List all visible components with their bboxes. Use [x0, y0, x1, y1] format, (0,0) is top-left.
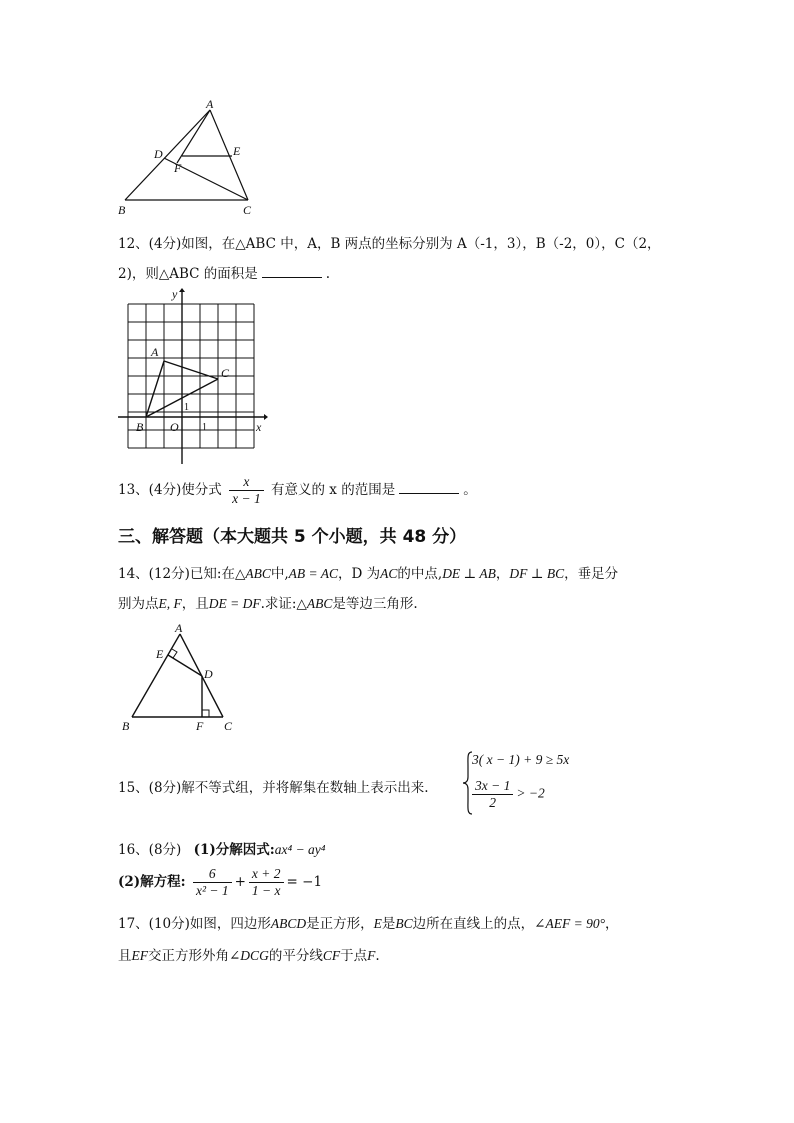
label-B: B	[136, 420, 144, 434]
question-17-line-1: 17、(10分)如图，四边形ABCD是正方形，E是BC边所在直线上的点，∠AEF = 90°，	[118, 916, 619, 932]
question-16-part-2: (2)解方程: $\frac{6}{\text{x² − 1}}$ + $\frac{x + 2}{1 - x}$ = −1	[118, 866, 323, 898]
question-13: 13、(4分)使分式 $\frac{x}{x - 1}$ 有意义的 x 的范围是 。	[118, 474, 477, 506]
section-3-heading: 三、解答题（本大题共 5 个小题，共 48 分）	[118, 527, 467, 547]
label-D: D	[204, 667, 213, 681]
question-12-line-1: 12、(4分)如图，在△ABC 中，A，B 两点的坐标分别为 A（-1，3），B（-2，0），C（2，	[118, 236, 661, 252]
question-12-line-2: 2)，则△ABC 的面积是 .	[118, 266, 331, 282]
inequality-1: 3( x − 1) + 9 ≥ 5x	[472, 752, 570, 767]
label-F: F	[196, 719, 204, 733]
tick-label-y-1: 1	[184, 402, 189, 413]
label-A: A	[151, 345, 159, 359]
triangle-figure-14	[118, 622, 240, 734]
fraction-3x-minus-1-over-2: $\frac{3x - 1}{2}$	[472, 778, 513, 811]
question-14-line-2: 别为点E, F，且DE = DF.求证:△ABC是等边三角形.	[118, 596, 418, 612]
label-C: C	[224, 719, 233, 733]
fraction-x-plus-2-over-1-minus-x: $\frac{x + 2}{1 - x}$	[249, 866, 284, 899]
label-D: D	[154, 147, 163, 161]
label-A: A	[206, 98, 214, 111]
question-16-part-1: 16、(8分) (1)分解因式:ax⁴ − ay⁴	[118, 842, 326, 858]
label-B: B	[122, 719, 130, 733]
question-17-line-2: 且EF交正方形外角∠DCG的平分线CF于点F.	[118, 948, 380, 964]
label-E: E	[156, 647, 164, 661]
axis-label-y: y	[172, 288, 178, 301]
label-O: O	[170, 420, 179, 434]
fraction-x-over-x-minus-1: $\frac{x}{x - 1}$	[229, 474, 264, 507]
fraction-6-over-x2-minus-1: $\frac{6}{\text{x² − 1}}$	[193, 866, 232, 899]
coordinate-grid-figure-12	[118, 288, 268, 466]
label-F: F	[174, 161, 182, 175]
inequality-2: $\frac{3x - 1}{2}$ > −2	[469, 778, 545, 811]
label-E: E	[233, 144, 241, 158]
answer-blank-13[interactable]	[399, 481, 459, 494]
question-14-line-1: 14、(12分)已知:在△ABC中,AB = AC，D 为AC的中点,DE ⊥ AB，DF ⊥ BC，垂足分	[118, 566, 619, 582]
answer-blank-12[interactable]	[262, 265, 322, 278]
label-B: B	[118, 203, 126, 217]
triangle-figure-11	[115, 98, 265, 220]
question-15: 15、(8分)解不等式组，并将解集在数轴上表示出来.	[118, 780, 429, 796]
tick-label-x-1: 1	[202, 422, 207, 433]
label-A: A	[175, 622, 183, 635]
label-C: C	[243, 203, 252, 217]
label-C: C	[221, 366, 230, 380]
axis-label-x: x	[256, 420, 262, 434]
